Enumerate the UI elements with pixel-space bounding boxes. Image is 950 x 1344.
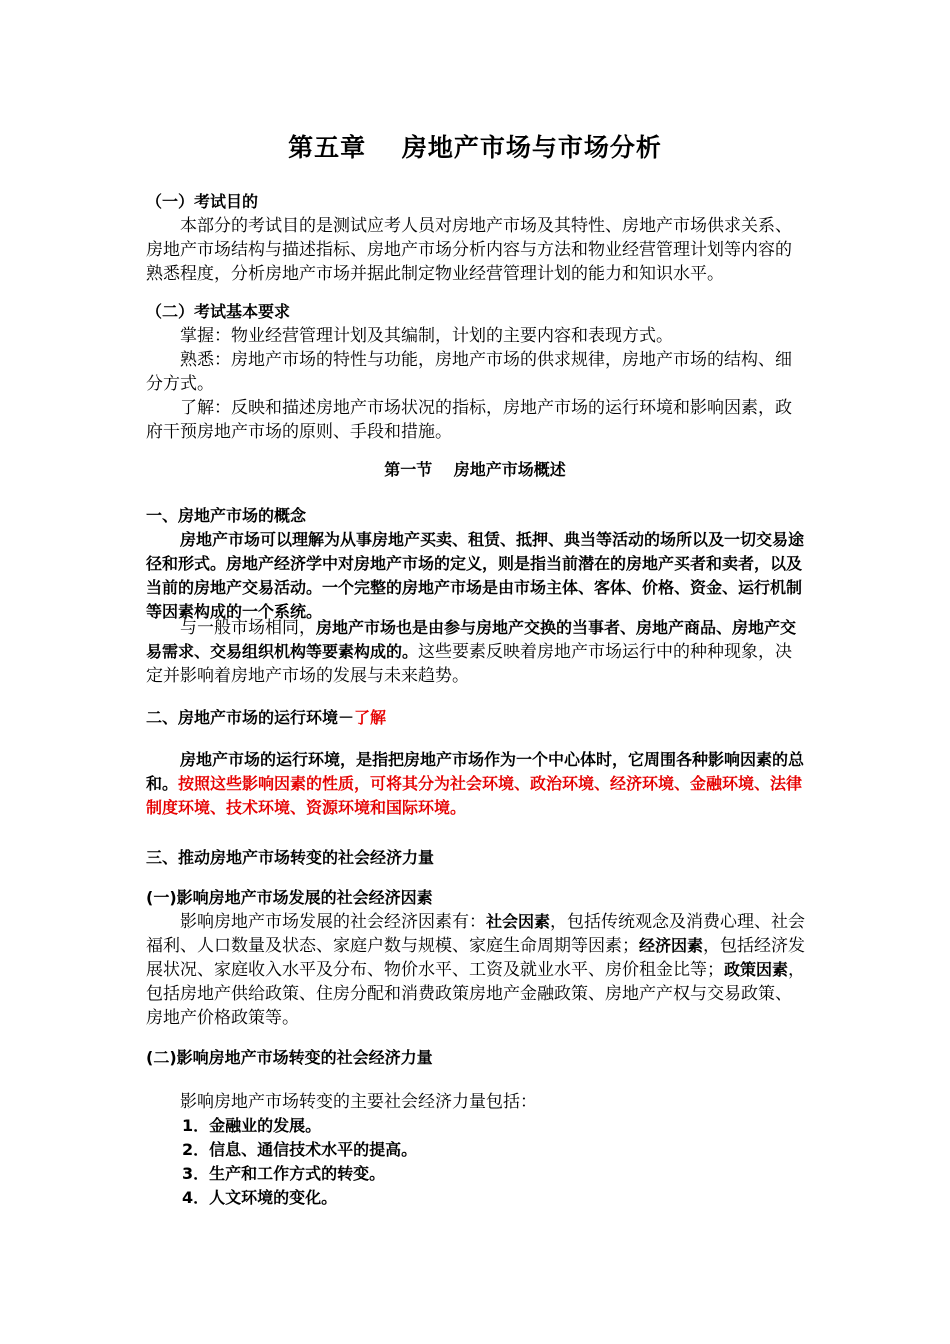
part3-sub2-heading: (二)影响房地产市场转变的社会经济力量 bbox=[146, 1048, 433, 1067]
exam-requirements-heading: （二）考试基本要求 bbox=[146, 302, 291, 321]
exam-purpose-heading: （一）考试目的 bbox=[146, 192, 259, 211]
part3-sub1-heading: (一)影响房地产市场发展的社会经济因素 bbox=[146, 888, 433, 907]
force-list bbox=[182, 1114, 417, 1210]
part1-paragraph-2 bbox=[146, 616, 808, 688]
part1-paragraph-1: 房地产市场可以理解为从事房地产买卖、租赁、抵押、典当等活动的场所以及一切交易途径和形式。房地产经济学中对房地产市场的定义，则是指当前潜在的房地产买者和卖者，以及当前的房地产交易活动。一个完整的房地产市场是由市场主体、客体、价格、资金、运行机制等因素构成的一个系统。 bbox=[146, 530, 805, 621]
part2-p-bold: 房地产市场的运行环境，是指把房地产市场作为一个中心体时，它周围各种影响因素的总和。 bbox=[146, 750, 805, 793]
part1-heading: 一、房地产市场的概念 bbox=[146, 506, 307, 525]
part1-p2-lead: 与一般市场相同， bbox=[180, 618, 316, 638]
economic-factor-label: 经济因素 bbox=[639, 936, 704, 955]
requirement-understand: 了解：反映和描述房地产市场状况的指标，房地产市场的运行环境和影响因素，政府干预房地产市场的原则、手段和措施。 bbox=[146, 398, 792, 442]
part2-paragraph bbox=[146, 748, 808, 820]
part1-p2-rest: 这些要素反映着房地产市场运行中的种种现象，决定并影响着房地产市场的发展与未来趋势。 bbox=[146, 642, 793, 686]
part3-heading: 三、推动房地产市场转变的社会经济力量 bbox=[146, 848, 435, 867]
requirement-familiar: 熟悉：房地产市场的特性与功能，房地产市场的供求规律，房地产市场的结构、细分方式。 bbox=[146, 350, 792, 394]
part2-heading-text: 二、房地产市场的运行环境－ bbox=[146, 708, 355, 727]
section-title: 第一节 房地产市场概述 bbox=[384, 460, 566, 479]
social-factor-label: 社会因素 bbox=[486, 912, 551, 931]
list-item: 2．信息、通信技术水平的提高。 bbox=[182, 1140, 418, 1159]
list-item: 1．金融业的发展。 bbox=[182, 1116, 322, 1135]
part3-sub2-lead: 影响房地产市场转变的主要社会经济力量包括： bbox=[180, 1092, 537, 1112]
part2-heading bbox=[146, 706, 808, 730]
policy-factor-label: 政策因素 bbox=[724, 960, 789, 979]
chapter-title: 第五章 房地产市场与市场分析 bbox=[288, 133, 662, 162]
part2-p-red: 按照这些影响因素的性质，可将其分为社会环境、政治环境、经济环境、金融环境、法律制度环境、技术环境、资源环境和国际环境。 bbox=[146, 774, 803, 817]
economic-factor-text: ，包括经济发展状况、家庭收入水平及分布、物价水平、工资及就业水平、房价租金比等； bbox=[146, 936, 806, 980]
sub1-lead: 影响房地产市场发展的社会经济因素有： bbox=[180, 912, 486, 932]
part3-sub1-paragraph bbox=[146, 910, 808, 1030]
requirement-master: 掌握：物业经营管理计划及其编制，计划的主要内容和表现方式。 bbox=[180, 326, 673, 346]
social-factor-text: ，包括传统观念及消费心理、社会福利、人口数量及状态、家庭户数与规模、家庭生命周期等因素； bbox=[146, 912, 806, 956]
exam-purpose-body: 本部分的考试目的是测试应考人员对房地产市场及其特性、房地产市场供求关系、房地产市场结构与描述指标、房地产市场分析内容与方法和物业经营管理计划等内容的熟悉程度，分析房地产市场并据此制定物业经营管理计划的能力和知识水平。 bbox=[146, 216, 792, 284]
list-item: 3．生产和工作方式的转变。 bbox=[182, 1164, 386, 1183]
policy-factor-text: ，包括房地产供给政策、住房分配和消费政策房地产金融政策、房地产产权与交易政策、房地产价格政策等。 bbox=[146, 960, 806, 1028]
part2-heading-tag: 了解 bbox=[354, 708, 387, 727]
list-item: 4．人文环境的变化。 bbox=[182, 1188, 338, 1207]
part1-p2-bold: 房地产市场也是由参与房地产交换的当事者、房地产商品、房地产交易需求、交易组织机构等要素构成的。 bbox=[146, 618, 797, 661]
